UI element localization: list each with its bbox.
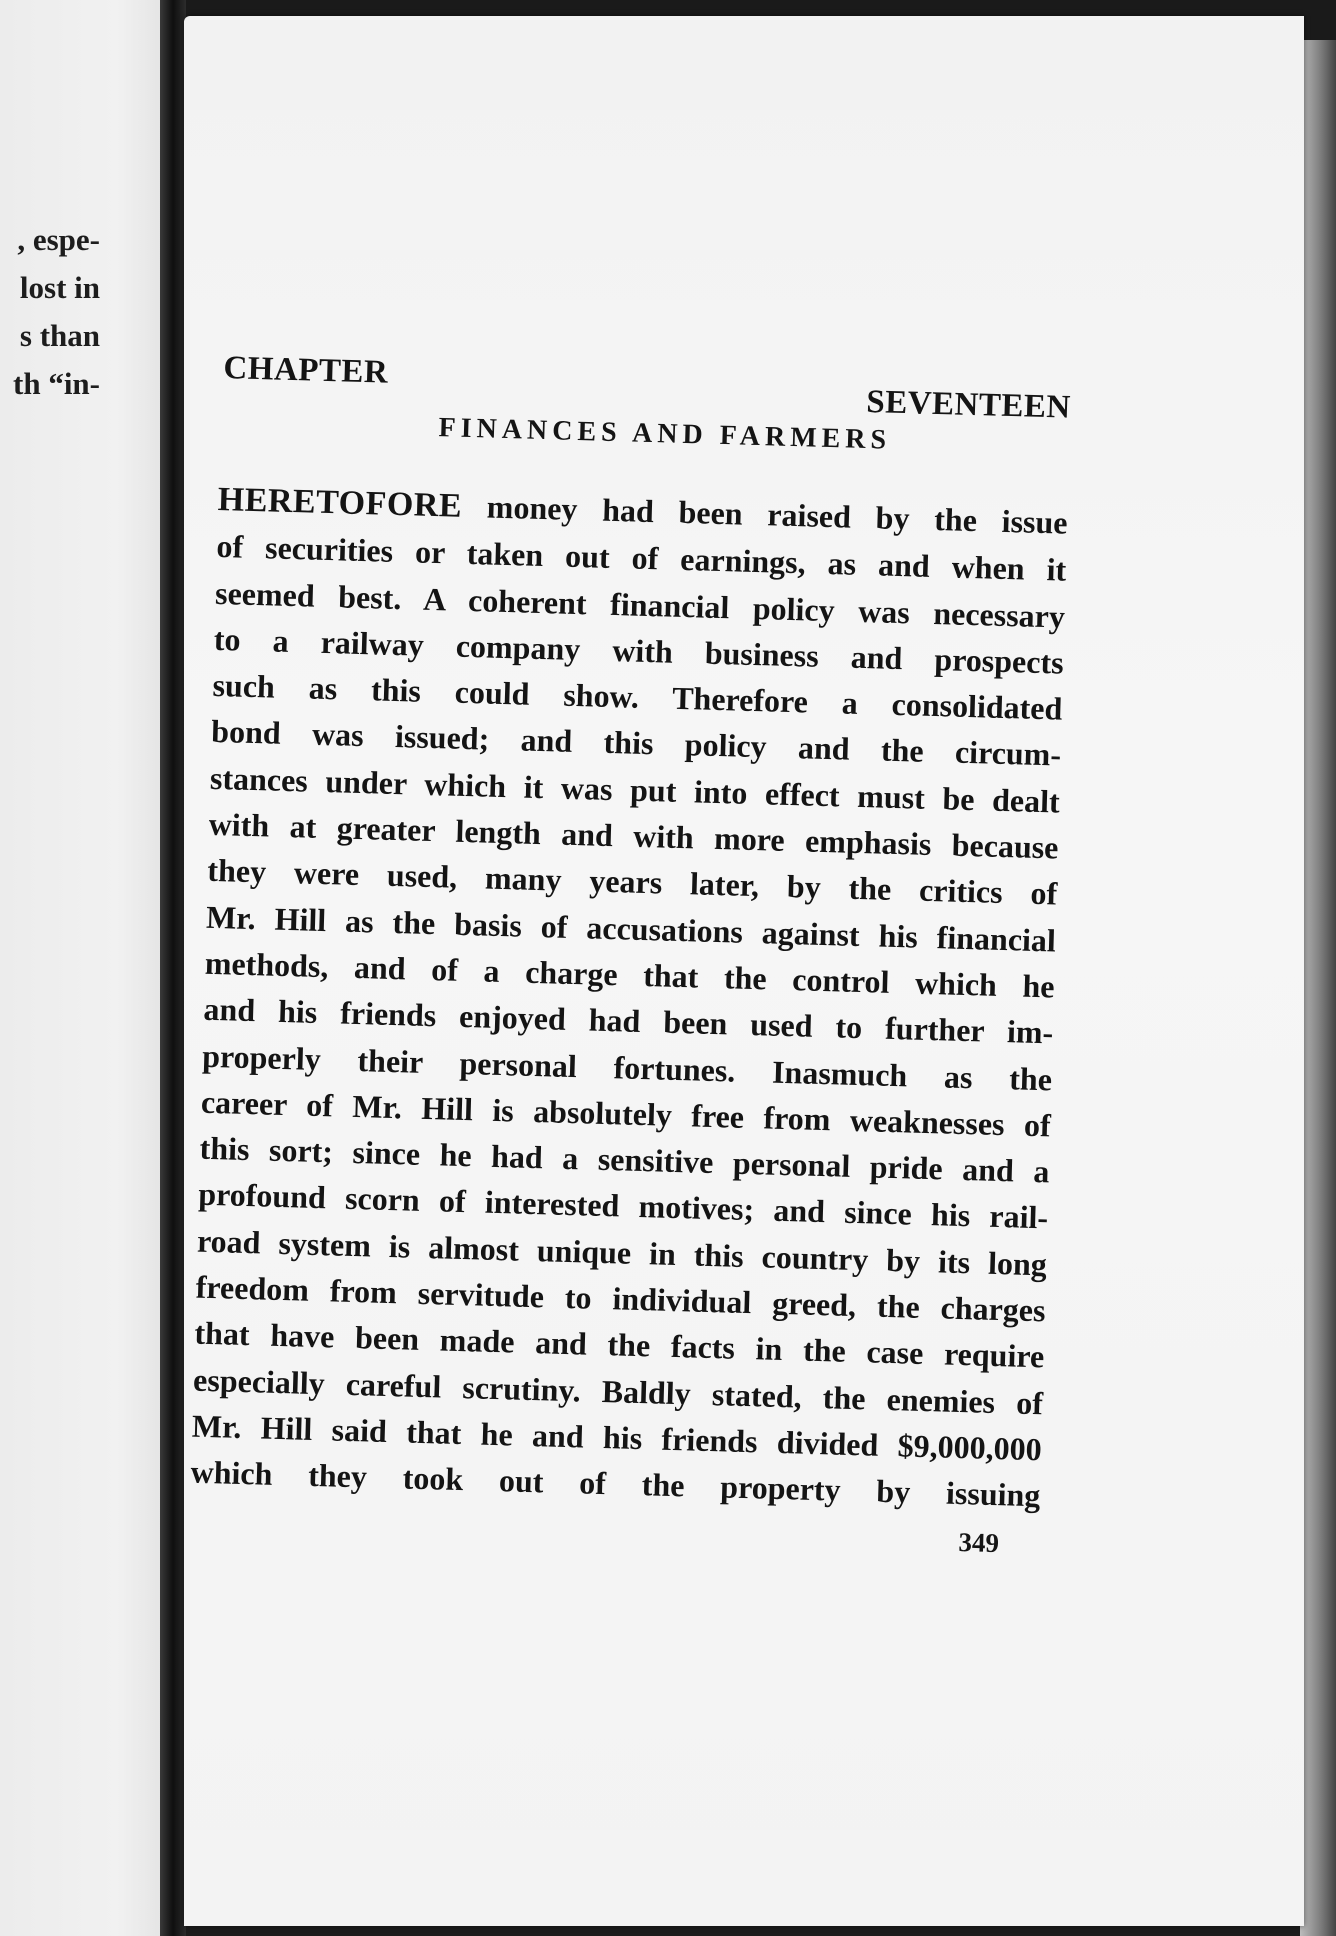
- body-line: road system is almost unique in this country by its long: [196, 1222, 1048, 1283]
- left-page: [0, 0, 168, 1936]
- first-line-rest: money had been raised by the issue: [486, 488, 1069, 541]
- left-page-text-fragments: [0, 216, 100, 408]
- body-line: that have been made and the facts in the case require: [194, 1314, 1045, 1375]
- chapter-number: SEVENTEEN: [865, 384, 1072, 426]
- body-line: career of Mr. Hill is absolutely free from weaknesses of: [200, 1083, 1052, 1144]
- body-line: stances under which it was put into effect must be dealt: [209, 759, 1061, 820]
- body-line: profound scorn of interested motives; and since his rail-: [197, 1176, 1049, 1236]
- body-line: and his friends enjoyed had been used to further im-: [203, 991, 1054, 1051]
- page-content: [189, 350, 1072, 1560]
- page-number: 349: [958, 1526, 1000, 1558]
- body-line: freedom from servitude to individual greed, the charges: [195, 1268, 1047, 1329]
- left-fragment-line: , espe-: [17, 222, 100, 257]
- body-line: Mr. Hill said that he and his friends divided $9,000,000: [191, 1407, 1043, 1468]
- body-line: this sort; since he had a sensitive personal pride and a: [199, 1129, 1050, 1190]
- body-line: which they took out of the property by issuing: [190, 1453, 1041, 1514]
- body-line: Mr. Hill as the basis of accusations against his financial: [205, 898, 1057, 959]
- body-line: they were used, many years later, by the critics of: [206, 852, 1058, 912]
- body-line: such as this could show. Therefore a consolidated: [212, 667, 1063, 727]
- book-gutter: [160, 0, 186, 1936]
- page-stack-edge: [1300, 40, 1336, 1936]
- lead-word: HERETOFORE: [217, 480, 463, 525]
- body-line: bond was issued; and this policy and the circum-: [210, 713, 1062, 774]
- body-line: seemed best. A coherent financial policy was necessary: [214, 574, 1066, 635]
- body-text: [190, 476, 1068, 1519]
- body-line: especially careful scrutiny. Baldly stated, the enemies of: [192, 1361, 1044, 1421]
- body-line: with at greater length and with more emphasis because: [208, 805, 1059, 866]
- left-fragment-line: th “in-: [13, 366, 100, 401]
- body-line: to a railway company with business and prospects: [213, 620, 1065, 681]
- chapter-title: FINANCES AND FARMERS: [438, 412, 892, 456]
- left-fragment-line: s than: [19, 318, 100, 353]
- body-line: of securities or taken out of earnings, as and when it: [216, 528, 1067, 588]
- left-fragment-line: lost in: [19, 270, 100, 305]
- chapter-label: CHAPTER: [222, 350, 389, 391]
- body-line: methods, and of a charge that the control which he: [204, 944, 1056, 1005]
- body-line: properly their personal fortunes. Inasmuch as the: [201, 1037, 1053, 1098]
